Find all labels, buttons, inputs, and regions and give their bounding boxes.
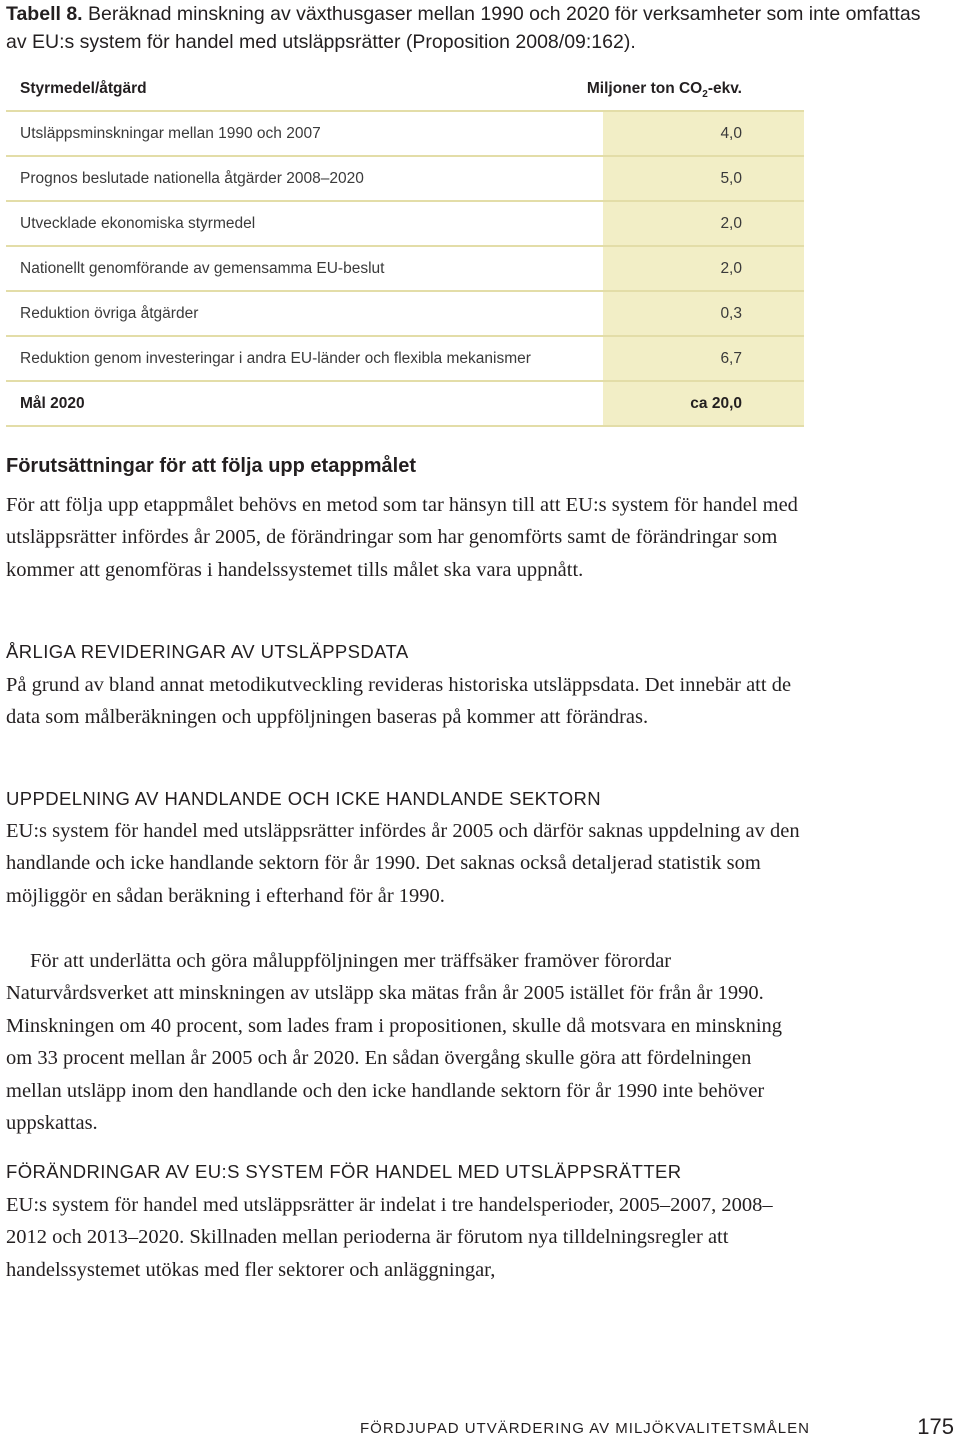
- paragraph: För att följa upp etappmålet behövs en metod som tar hänsyn till att EU:s system för handel med utsläppsrätter infördes år 2005, de förändringar som har genomförts samt de förändringar som kommer att genomföras i handelssystemet tills målet ska vara uppnått.: [6, 494, 798, 581]
- page-number: 175: [917, 1414, 954, 1439]
- paragraph: På grund av bland annat metodikutveckling revideras historiska utsläppsdata. Det innebär att de data som målberäkningen och uppföljningen baseras på kommer att förändras.: [6, 674, 792, 729]
- row-value: 0,3: [603, 292, 804, 335]
- header-unit-suffix: -ekv.: [707, 80, 742, 97]
- row-label: Utsläppsminskningar mellan 1990 och 2007: [20, 125, 321, 142]
- table-row: [6, 202, 804, 247]
- section-heading: UPPDELNING AV HANDLANDE OCH ICKE HANDLANDE SEKTORN: [6, 788, 601, 809]
- section-heading: Förutsättningar för att följa upp etappmålet: [6, 455, 417, 477]
- table-total-row: [6, 382, 804, 427]
- header-unit-prefix: Miljoner ton CO: [586, 80, 703, 97]
- table-caption-text: Beräknad minskning av växthusgaser mellan 1990 och 2020 för verksamheter som inte omfattas av EU:s system för handel med utsläppsrätter (Proposition 2008/09:162).: [6, 3, 921, 53]
- table-caption: [6, 0, 926, 56]
- paragraph: EU:s system för handel med utsläppsrätter infördes år 2005 och därför saknas uppdelning av den handlande och icke handlande sektorn för år 1990. Det saknas också detaljerad statistik som möjliggör en sådan beräkning i efterhand för år 1990.: [6, 820, 800, 907]
- running-footer: FÖRDJUPAD UTVÄRDERING AV MILJÖKVALITETSMÅLEN: [360, 1420, 810, 1437]
- table-row: [6, 337, 804, 382]
- row-label: Utvecklade ekonomiska styrmedel: [20, 215, 256, 232]
- header-unit-sub: 2: [702, 89, 708, 101]
- total-label: Mål 2020: [20, 395, 85, 412]
- total-value: ca 20,0: [603, 382, 804, 425]
- header-unit: [587, 80, 742, 100]
- table-caption-label: Tabell 8.: [6, 3, 83, 25]
- section-heading: ÅRLIGA REVIDERINGAR AV UTSLÄPPSDATA: [6, 641, 409, 662]
- table-row: [6, 112, 804, 157]
- row-value: 4,0: [603, 112, 804, 155]
- table-row: [6, 292, 804, 337]
- row-value: 2,0: [603, 247, 804, 290]
- row-label: Reduktion genom investeringar i andra EU-länder och flexibla mekanismer: [20, 350, 531, 367]
- row-value: 6,7: [603, 337, 804, 380]
- row-value: 5,0: [603, 157, 804, 200]
- table-header: [6, 72, 804, 112]
- table-row: [6, 157, 804, 202]
- row-label: Reduktion övriga åtgärder: [20, 305, 199, 322]
- paragraph: För att underlätta och göra måluppföljningen mer träffsäker framöver förordar Naturvårdsverket att minskningen av utsläpp ska mätas från år 2005 istället för från år 1990. Minskningen om 40 procent, som lades fram i propositionen, skulle då motsvara en minskning om 33 procent mellan år 2005 och år 2020. En sådan övergång skulle göra att fördelningen mellan utsläpp inom den handlande och den icke handlande sektorn för år 1990 inte behöver uppskattas.: [6, 950, 783, 1135]
- row-label: Prognos beslutade nationella åtgärder 2008–2020: [20, 170, 364, 187]
- table-row: [6, 247, 804, 292]
- section-heading: FÖRÄNDRINGAR AV EU:S SYSTEM FÖR HANDEL MED UTSLÄPPSRÄTTER: [6, 1161, 682, 1182]
- emissions-table: [6, 72, 804, 427]
- header-measure: Styrmedel/åtgärd: [20, 80, 147, 97]
- paragraph: EU:s system för handel med utsläppsrätter är indelat i tre handelsperioder, 2005–2007, 2008–2012 och 2013–2020. Skillnaden mellan perioderna är förutom nya tilldelningsregler att handelssystemet utökas med fler sektorer och anläggningar,: [6, 1194, 773, 1281]
- row-label: Nationellt genomförande av gemensamma EU-beslut: [20, 260, 385, 277]
- row-value: 2,0: [603, 202, 804, 245]
